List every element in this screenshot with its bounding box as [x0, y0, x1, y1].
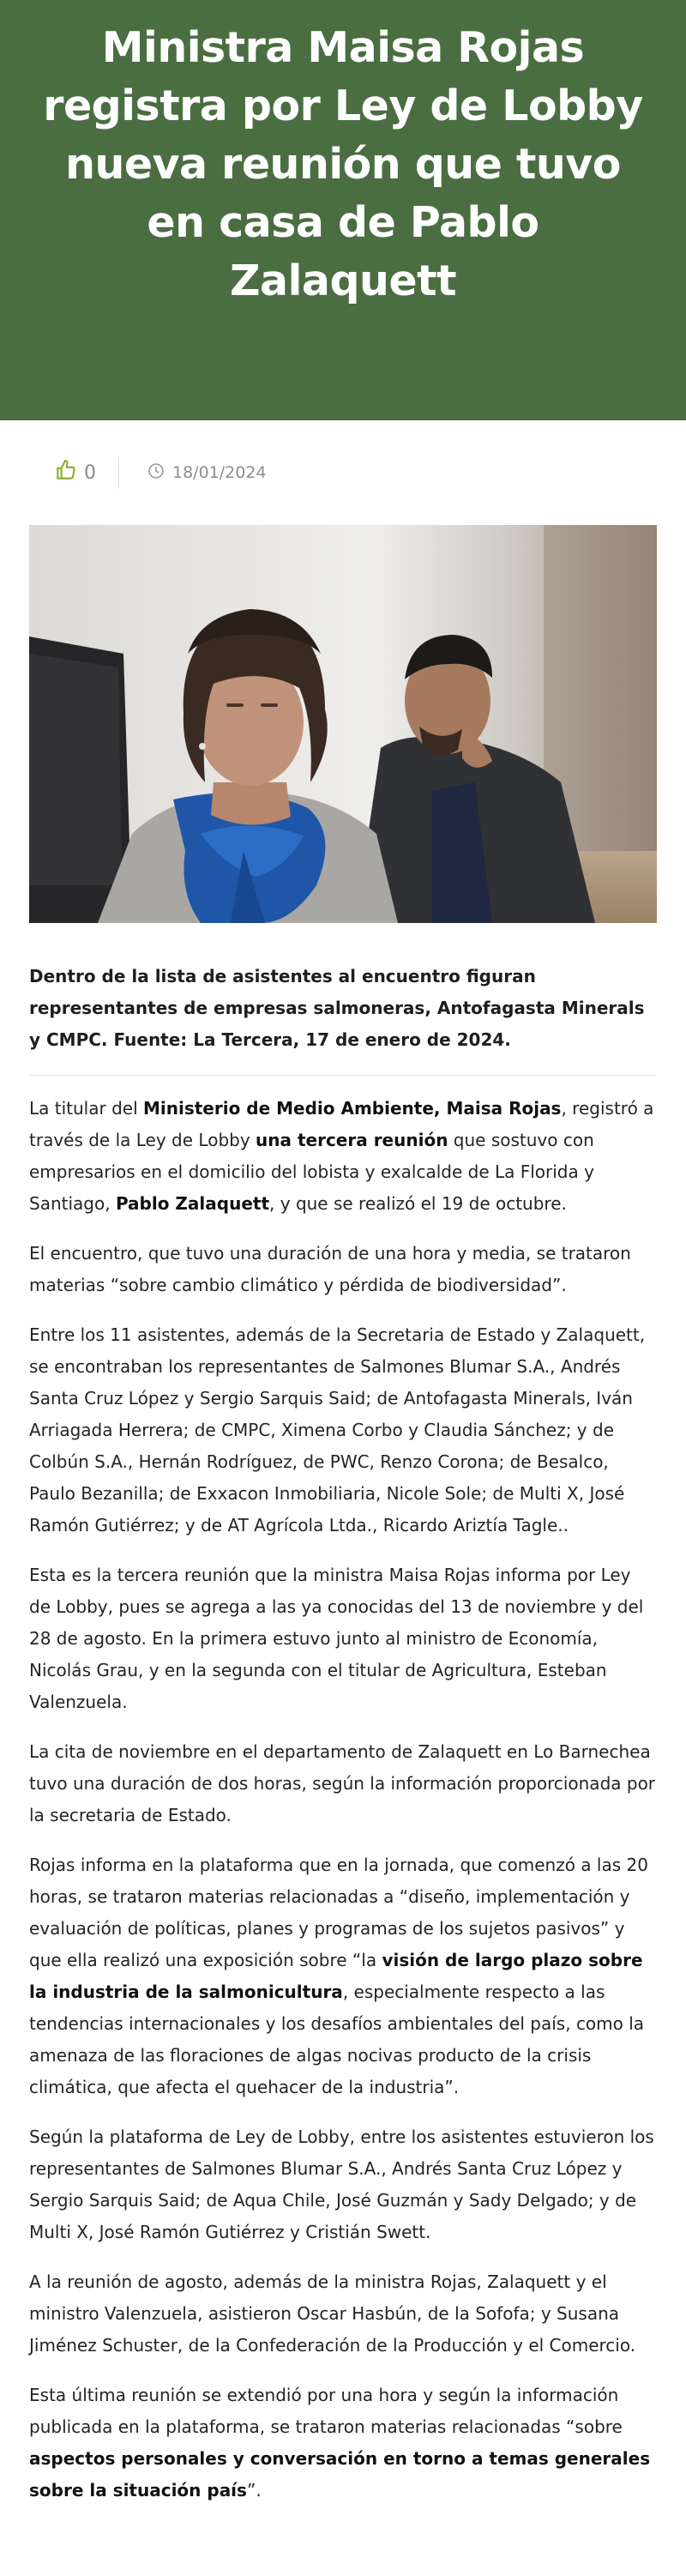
- paragraph-4: Esta es la tercera reunión que la ministra Maisa Rojas informa por Ley de Lobby, pues se agrega a las ya conocidas del 13 de noviembre y del 28 de agosto. En la primera estuvo junto al ministro de Economía, Nicolás Grau, y en la segunda con el titular de Agricultura, Esteban Valenzuela.: [29, 1565, 644, 1712]
- thumbs-up-icon: [55, 459, 77, 486]
- paragraph-9: [29, 2380, 657, 2507]
- text-span: , registró a través de la Ley de Lobby: [29, 1098, 654, 1150]
- article-meta: [0, 420, 686, 525]
- text-span: ”.: [246, 2480, 262, 2501]
- text-span: , especialmente respecto a las tendencias internacionales y los desafíos ambientales del país, como la amenaza de las floraciones de algas nocivas producto de la crisis climática, que afecta el quehacer de la industria”.: [29, 1982, 645, 2097]
- bold-text: una tercera reunión: [256, 1130, 448, 1150]
- text-span: Rojas informa en la plataforma que en la jornada, que comenzó a las 20 horas, se trataron materias relacionadas a “diseño, implementación y evaluación de políticas, planes y programas de los sujetos pasivos” y que ella realizó una exposición sobre “la: [29, 1855, 648, 1970]
- likes-count: 0: [84, 462, 96, 484]
- text-span: La titular del: [29, 1098, 143, 1119]
- photo-caption: Dentro de la lista de asistentes al encuentro figuran representantes de empresas salmoneras, Antofagasta Minerals y CMPC. Fuente: La Tercera, 17 de enero de 2024.: [29, 961, 657, 1076]
- meta-divider: [118, 456, 119, 489]
- bold-text: aspectos personales y conversación en torno a temas generales sobre la situación país: [29, 2448, 651, 2501]
- bold-text: Ministerio de Medio Ambiente, Maisa Rojas: [142, 1098, 562, 1119]
- bold-text: visión de largo plazo sobre la industria de la salmonicultura: [29, 1950, 643, 2002]
- publish-date: [147, 462, 267, 484]
- article-body: [29, 1093, 657, 2507]
- paragraph-3: Entre los 11 asistentes, además de la Secretaria de Estado y Zalaquett, se encontraban los representantes de Salmones Blumar S.A., Andrés Santa Cruz López y Sergio Sarquis Said; de Antofagasta Minerals, Iván Arriagada Herrera; de CMPC, Ximena Corbo y Claudia Sánchez; y de Colbún S.A., Hernán Rodríguez, de PWC, Renzo Corona; de Besalco, Paulo Bezanilla; de Exxacon Inmobiliaria, Nicole Sole; de Multi X, José Ramón Gutiérrez; y de AT Agrícola Ltda., Ricardo Ariztía Tagle..: [29, 1324, 646, 1535]
- text-span: que sostuvo con empresarios en el domicilio del lobista y exalcalde de La Florida y Santiago,: [29, 1130, 594, 1214]
- paragraph-6: [29, 1849, 657, 2103]
- bold-text: Pablo Zalaquett: [115, 1193, 270, 1214]
- paragraph-8: A la reunión de agosto, además de la ministra Rojas, Zalaquett y el ministro Valenzuela, asistieron Oscar Hasbún, de la Sofofa; y Susana Jiménez Schuster, de la Confederación de la Producción y el Comercio.: [29, 2271, 636, 2356]
- paragraph-1: [29, 1093, 657, 1220]
- like-button[interactable]: [55, 459, 96, 486]
- date-text: 18/01/2024: [172, 463, 267, 482]
- article-title: Ministra Maisa Rojas registra por Ley de Lobby nueva reunión que tuvo en casa de Pablo Zalaquett: [43, 23, 643, 305]
- paragraph-2: El encuentro, que tuvo una duración de una hora y media, se trataron materias “sobre cambio climático y pérdida de biodiversidad”.: [29, 1243, 631, 1295]
- paragraph-5: La cita de noviembre en el departamento de Zalaquett en Lo Barnechea tuvo una duración de dos horas, según la información proporcionada por la secretaria de Estado.: [29, 1741, 656, 1825]
- clock-icon: [147, 462, 165, 484]
- article-header: [0, 0, 686, 420]
- text-span: Esta última reunión se extendió por una hora y según la información publicada en la plataforma, se trataron materias relacionadas “sobre: [29, 2385, 623, 2437]
- text-span: , y que se realizó el 19 de octubre.: [269, 1193, 567, 1214]
- paragraph-7: Según la plataforma de Ley de Lobby, entre los asistentes estuvieron los representantes de Salmones Blumar S.A., Andrés Santa Cruz López y Sergio Sarquis Said; de Aqua Chile, José Guzmán y Sady Delgado; y de Multi X, José Ramón Gutiérrez y Cristián Swett.: [29, 2127, 654, 2242]
- article-photo: [29, 525, 657, 923]
